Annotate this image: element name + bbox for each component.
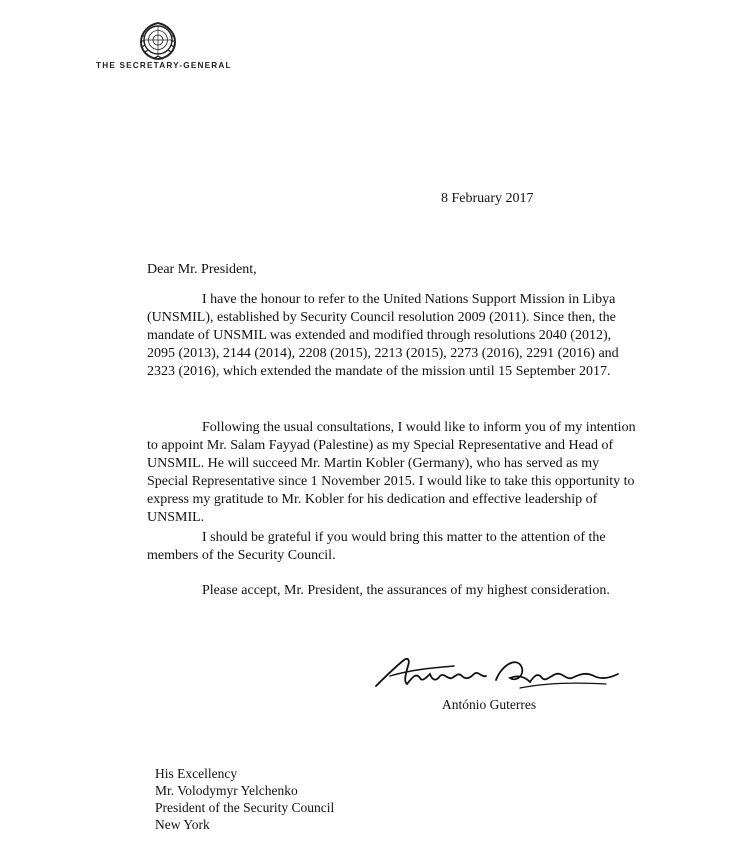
- body-paragraph: [147, 529, 637, 565]
- letterhead-title: THE SECRETARY-GENERAL: [96, 61, 232, 70]
- body-paragraph: [147, 582, 637, 600]
- handwritten-signature: [370, 648, 630, 703]
- salutation: Dear Mr. President,: [147, 262, 257, 277]
- body-paragraph: [147, 291, 637, 381]
- paragraph-text: Please accept, Mr. President, the assurances of my highest consideration.: [202, 583, 610, 598]
- paragraph-text: Following the usual consultations, I would like to inform you of my intention to appoint Mr. Salam Fayyad (Palestine) as my Special Representative and Head of UNSMIL. He will succeed Mr. Martin Kobler (Germany), who has served as my Special Representative since 1 November 2015. I would like to take this opportunity to express my gratitude to Mr. Kobler for his dedication and effective leadership of UNSMIL.: [147, 420, 636, 525]
- un-emblem-icon: [133, 15, 183, 65]
- body-paragraph: [147, 419, 637, 527]
- addressee-line: Mr. Volodymyr Yelchenko: [155, 783, 298, 798]
- addressee-line: New York: [155, 817, 210, 832]
- letter-date: 8 February 2017: [441, 191, 534, 206]
- signer-name: António Guterres: [442, 697, 537, 712]
- addressee-line: President of the Security Council: [155, 800, 335, 815]
- addressee-line: His Excellency: [155, 766, 238, 781]
- paragraph-text: I have the honour to refer to the United Nations Support Mission in Libya (UNSMIL), established by Security Council resolution 2009 (2011). Since then, the mandate of UNSMIL was extended and modified through resolutions 2040 (2012), 2095 (2013), 2144 (2014), 2208 (2015), 2213 (2015), 2273 (2016), 2291 (2016) and 2323 (2016), which extended the mandate of the mission until 15 September 2017.: [147, 292, 619, 379]
- addressee-block: [155, 765, 334, 833]
- paragraph-text: I should be grateful if you would bring this matter to the attention of the members of the Security Council.: [147, 530, 606, 563]
